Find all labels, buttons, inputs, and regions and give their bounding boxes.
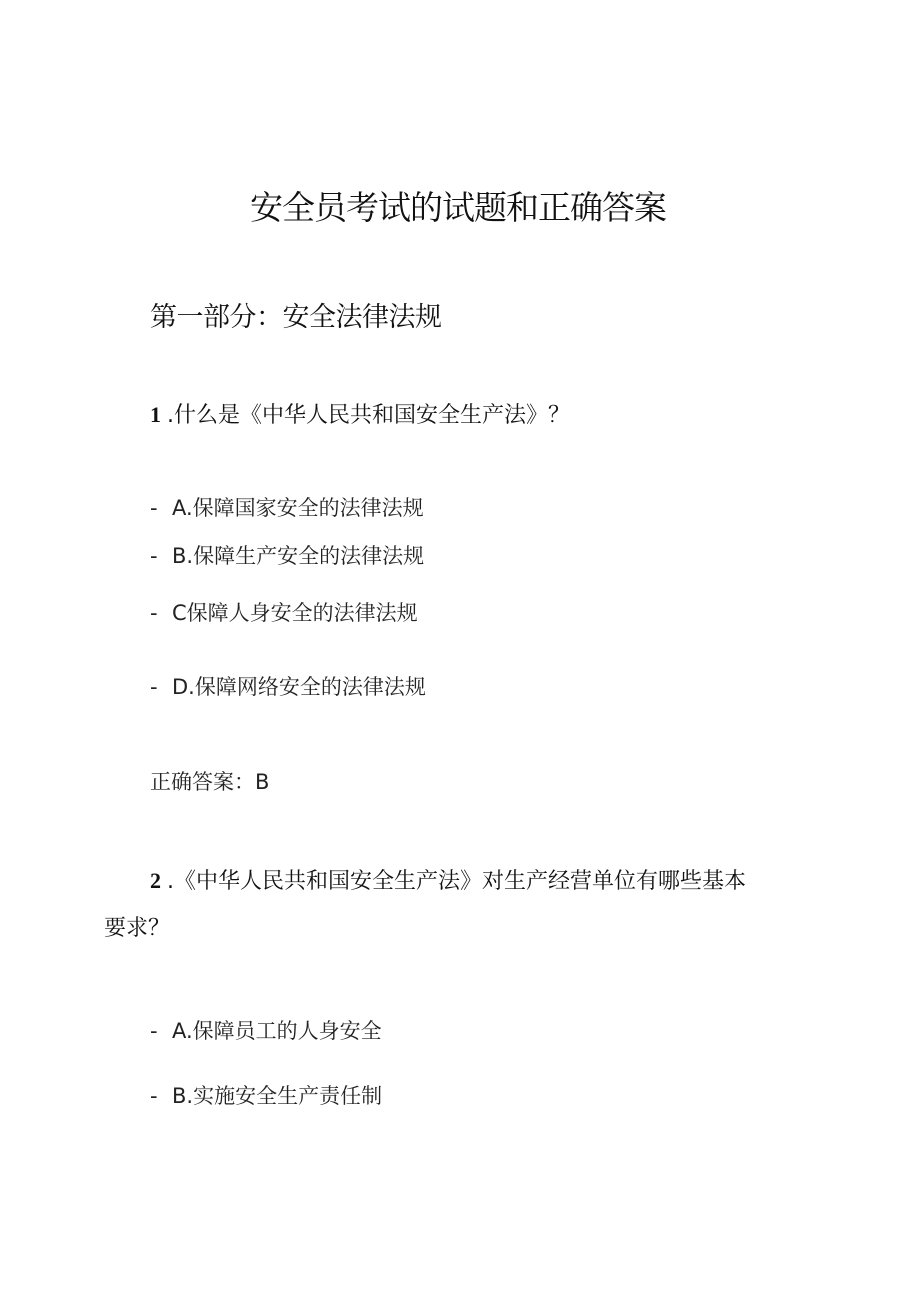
option-text: B.实施安全生产责任制 — [172, 1084, 383, 1108]
option-text: A.保障国家安全的法律法规 — [172, 496, 424, 520]
option-bullet: - — [150, 1019, 158, 1043]
option-item — [150, 542, 424, 570]
option-bullet: - — [150, 544, 158, 568]
option-text: C保障人身安全的法律法规 — [172, 601, 418, 625]
answer-line: 正确答案：B — [150, 770, 270, 794]
question-text: .什么是《中华人民共和国安全生产法》？ — [167, 403, 570, 428]
option-bullet: - — [150, 496, 158, 520]
option-text: D.保障网络安全的法律法规 — [172, 675, 426, 699]
option-item — [150, 599, 418, 627]
section-heading: 第一部分：安全法律法规 — [150, 302, 442, 333]
option-item — [150, 1082, 382, 1110]
question-number: 2 — [150, 868, 161, 893]
document-title: 安全员考试的试题和正确答案 — [250, 188, 666, 227]
option-bullet: - — [150, 601, 158, 625]
question-1 — [150, 400, 570, 431]
option-bullet: - — [150, 675, 158, 699]
option-item — [150, 673, 426, 701]
option-bullet: - — [150, 1084, 158, 1108]
question-2 — [150, 866, 746, 897]
question-text-continuation: 要求？ — [104, 916, 171, 941]
option-text: A.保障员工的人身安全 — [172, 1019, 382, 1043]
option-item — [150, 494, 424, 522]
option-text: B.保障生产安全的法律法规 — [172, 544, 425, 568]
question-number: 1 — [150, 402, 161, 427]
question-text: .《中华人民共和国安全生产法》对生产经营单位有哪些基本 — [167, 869, 746, 894]
option-item — [150, 1017, 382, 1045]
